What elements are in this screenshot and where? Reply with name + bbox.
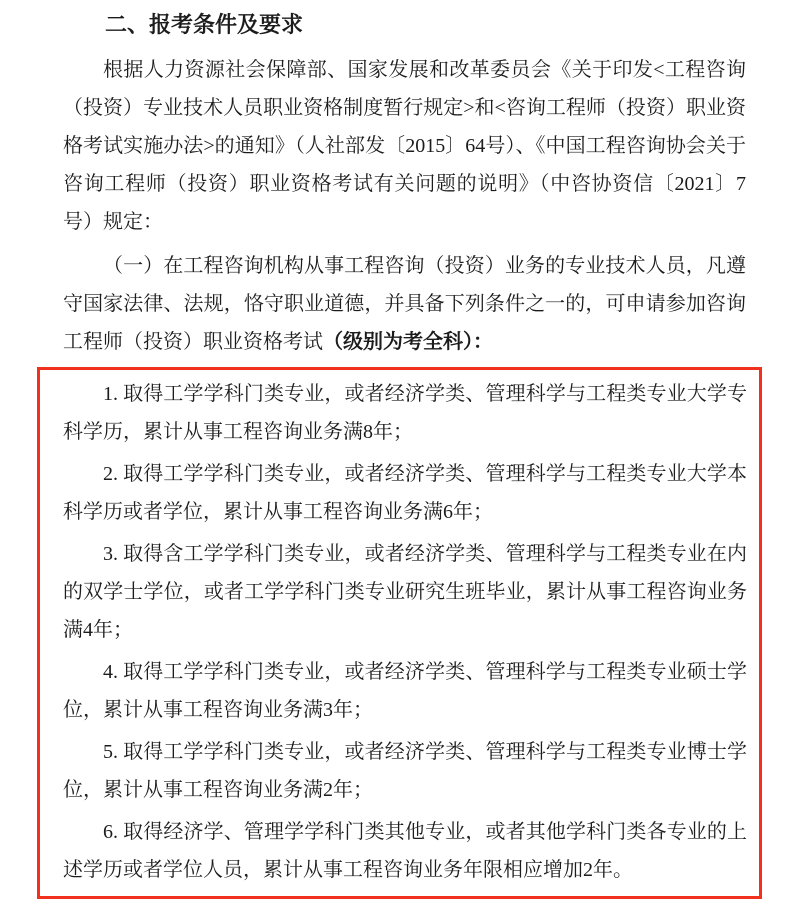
eligibility-level-note: （级别为考全科）： <box>323 331 493 353</box>
highlight-box <box>37 367 762 899</box>
eligibility-text: （一）在工程咨询机构从事工程咨询（投资）业务的专业技术人员，凡遵守国家法律、法规，恪守职业道德，并具备下列条件之一的，可申请参加咨询工程师（投资）职业资格考试 <box>63 255 746 353</box>
condition-item-5: 5. 取得工学学科门类专业，或者经济学类、管理科学与工程类专业博士学位，累计从事工程咨询业务满2年； <box>63 741 747 801</box>
basis-paragraph: 根据人力资源社会保障部、国家发展和改革委员会《关于印发<工程咨询（投资）专业技术人员职业资格制度暂行规定>和<咨询工程师（投资）职业资格考试实施办法>的通知》（人社部发〔2015〕64号）、《中国工程咨询协会关于咨询工程师（投资）职业资格考试有关问题的说明》（中咨协资信〔2021〕7号）规定： <box>63 59 746 233</box>
condition-item-6: 6. 取得经济学、管理学学科门类其他专业，或者其他学科门类各专业的上述学历或者学位人员，累计从事工程咨询业务年限相应增加2年。 <box>63 821 747 881</box>
eligibility-paragraph <box>63 247 746 361</box>
condition-item-3: 3. 取得含工学学科门类专业，或者经济学类、管理科学与工程类专业在内的双学士学位，或者工学学科门类专业研究生班毕业，累计从事工程咨询业务满4年； <box>63 543 747 641</box>
condition-item-2: 2. 取得工学学科门类专业，或者经济学类、管理科学与工程类专业大学本科学历或者学位，累计从事工程咨询业务满6年； <box>63 463 747 523</box>
condition-item-4: 4. 取得工学学科门类专业，或者经济学类、管理科学与工程类专业硕士学位，累计从事工程咨询业务满3年； <box>63 661 747 721</box>
section-heading: 二、报考条件及要求 <box>105 12 304 37</box>
condition-item-1: 1. 取得工学学科门类专业，或者经济学类、管理科学与工程类专业大学专科学历，累计从事工程咨询业务满8年； <box>63 383 747 443</box>
